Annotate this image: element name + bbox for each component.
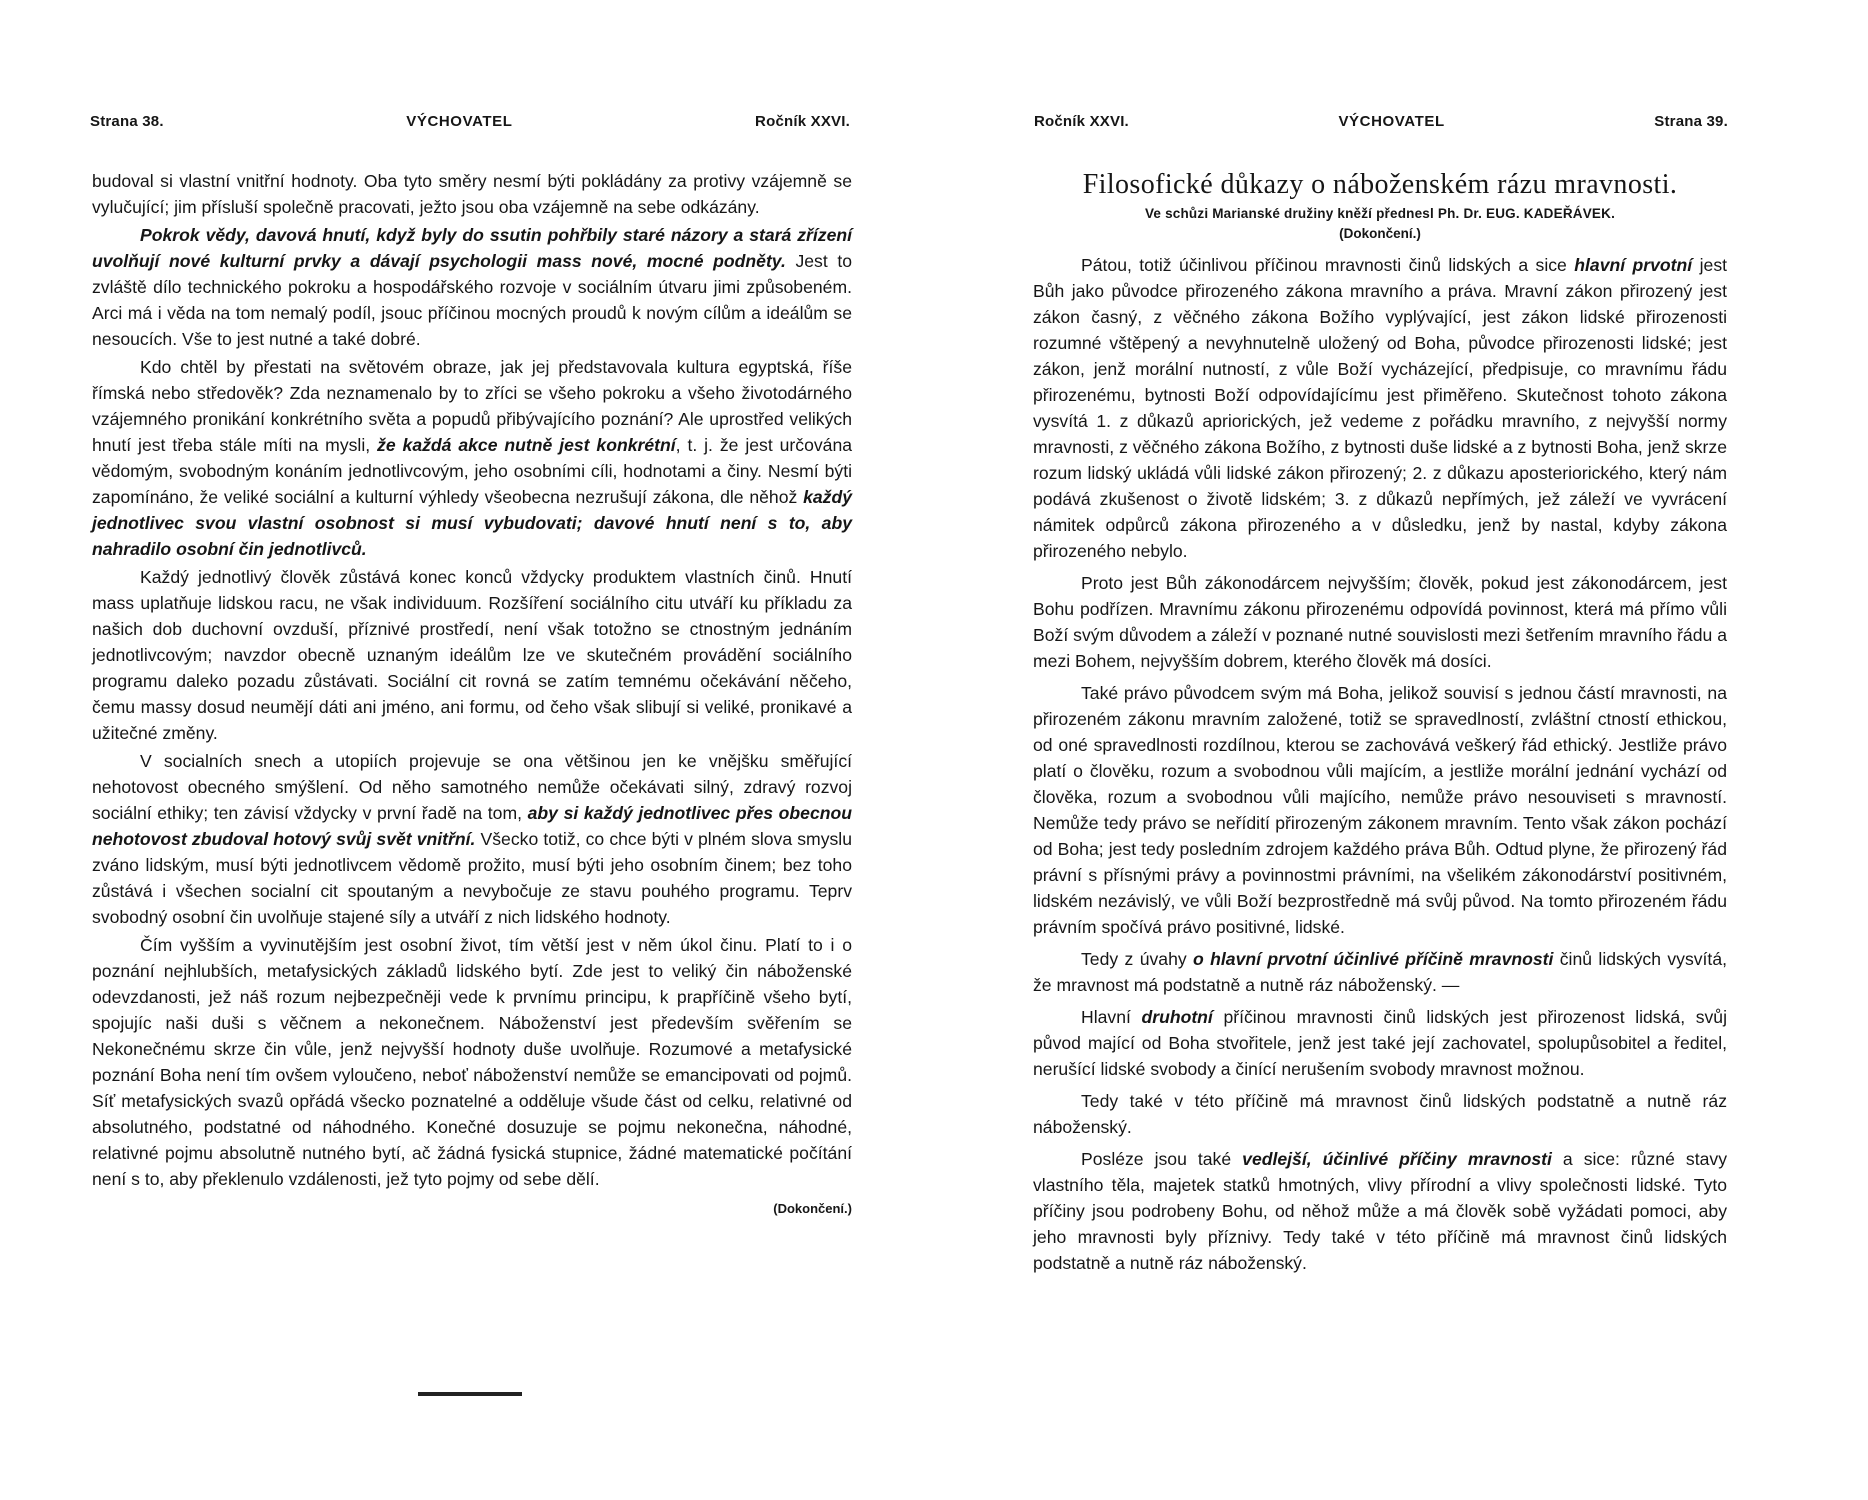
paragraph xyxy=(1033,946,1727,998)
paragraph xyxy=(92,564,852,746)
paragraph xyxy=(1033,1088,1727,1140)
text-run: Čím vyšším a vyvinutějším jest osobní život, tím větší jest v něm úkol činu. Platí to i o poznání nejhlubších, metafysických základů lidského bytí. Zde jest to veliký čin náboženské odevzdanosti, jež náš rozum nejbezpečněji vede k prvnímu principu, k prapříčině všeho bytí, spojujíc naši duši s věčnem a nekonečnem. Náboženství jest především svěřením se Nekonečnému skrze čin vůle, jenž nejvyšší hodnoty duše uvolňuje. Rozumové a metafysické poznání Boha není tím ovšem vyloučeno, neboť náboženství nemůže se emancipovati od pojmů. Síť metafysických svazů opřádá všecko poznatelné a odděluje všude část od celku, relativné od absolutného, podstatné od náhodného. Konečné dosuzuje se pojmu nekonečna, náhodné, relativné pojmu absolutně nutného bytí, ač žádná fysická stupnice, žádné matematické počítání není s to, aby překlenulo vzdálenosti, jež tyto pojmy od sebe dělí. xyxy=(92,935,852,1189)
paragraph xyxy=(92,354,852,562)
end-rule xyxy=(418,1392,522,1396)
paragraph xyxy=(92,932,852,1192)
paragraph xyxy=(1033,570,1727,674)
text-run: Proto jest Bůh zákonodárcem nejvyšším; člověk, pokud jest zákonodárcem, jest Bohu podřízen. Mravnímu zákonu přirozenému odpovídá povinnost, která má přímo vůli Boží svým důvodem a záleží v poznané nutné souvislosti mezi šetřením mravního řádu a mezi Bohem, nejvyšším dobrem, kterého člověk má dosíci. xyxy=(1033,573,1727,671)
volume-label: Ročník XXVI. xyxy=(755,113,850,130)
paragraph xyxy=(1033,252,1727,564)
right-paragraphs xyxy=(1033,252,1727,1276)
text-run: Také právo původcem svým má Boha, jelikož souvisí s jednou částí mravnosti, na přirozeném zákonu mravním založené, totiž se spravedlností, zvláštní ctností ethickou, od oné spravedlnosti rozdílnou, kterou se zachovává veškerý řád ethický. Jestliže právo platí o člověku, rozum a svobodnou vůli majícím, a jestliže morální jednání vychází od člověka, rozum a svobodnou vůli majícího, nemůže právo nesouviseti s mravností. Nemůže tedy právo se neřídití přirozeným zákonem mravním. Tento však zákon pochází od Boha; jest tedy posledním zdrojem každého práva Bůh. Odtud plyne, že přirozený řád právní s přísnými právy a povinnostmi právními, na všelikém zákonodárství positivném, lidském nezávislý, ve vůli Boží bezprostředně má svůj původ. Na tomto přirozeném řádu právním spočívá právo positivné, lidské. xyxy=(1033,683,1727,937)
paragraph xyxy=(92,168,852,220)
emphasis-text: druhotní xyxy=(1141,1007,1213,1027)
text-run: V socialních snech a utopiích projevuje se ona většinou jen ke vnějšku směřující nehotovost obecného smýšlení. Od něho samotného nemůže očekávati silný, zdravý rozvoj sociální ethiky; ten závisí vždycky v první řadě na tom, xyxy=(92,751,852,823)
right-page-body xyxy=(1033,168,1727,1276)
emphasis-text: aby si každý jednotlivec přes obecnou nehotovost zbudoval hotový svůj svět vnitřní. xyxy=(92,803,852,849)
volume-label: Ročník XXVI. xyxy=(1034,113,1129,130)
emphasis-text: o hlavní prvotní účinlivé příčině mravnosti xyxy=(1193,949,1554,969)
paragraph xyxy=(92,222,852,352)
continuation-note: (Dokončení.) xyxy=(1339,226,1421,241)
text-run: Hlavní xyxy=(1081,1007,1142,1027)
paragraph xyxy=(1033,1146,1727,1276)
emphasis-text: Pokrok vědy, davová hnutí, když byly do ssutin pohřbily staré názory a stará zřízení uvolňují nové kulturní prvky a dávají psychologii mass nové, mocné podněty. xyxy=(92,225,852,271)
journal-title: VÝCHOVATEL xyxy=(406,113,513,130)
text-run: příčinou mravnosti činů lidských jest přirozenost lidská, svůj původ mající od Boha stvořitele, jenž jest také její zachovatel, spolupůsobitel a ředitel, nerušící lidské svobody a činící nerušením svobody mravnost možnou. xyxy=(1033,1007,1727,1079)
text-run: činů lidských vysvítá, že mravnost má podstatně a nutně ráz náboženský. — xyxy=(1033,949,1727,995)
text-run: budoval si vlastní vnitřní hodnoty. Oba tyto směry nesmí býti pokládány za protivy vzájemně se vylučující; jim přísluší společně pracovati, ježto jsou oba vzájemně na sebe odkázány. xyxy=(92,171,852,217)
continuation-note: (Dokončení.) xyxy=(773,1201,852,1216)
text-run: Jest to zvláště dílo technického pokroku a hospodářského rozvoje v sociálním útvaru jimi způsobeném. Arci má i věda na tom nemalý podíl, jsouc příčinou mocných proudů k novým cílům a ideálům se nesoucích. Vše to jest nutné a také dobré. xyxy=(92,251,852,349)
left-page-body xyxy=(92,168,852,1222)
emphasis-text: že každá akce nutně jest konkrétní xyxy=(377,435,676,455)
paragraph xyxy=(1033,680,1727,940)
text-run: Tedy také v této příčině má mravnost činů lidských podstatně a nutně ráz náboženský. xyxy=(1033,1091,1727,1137)
right-page-header xyxy=(1034,113,1728,137)
journal-title: VÝCHOVATEL xyxy=(1338,113,1445,130)
paragraph xyxy=(92,748,852,930)
text-run: Kdo chtěl by přestati na světovém obraze, jak jej představovala kultura egyptská, říše římská nebo středověk? Zda neznamenalo by to zříci se všeho pokroku a všeho životodárného vzájemného pronikání konkrétního světa a popudů přibývajícího poznání? Ale uprostřed velikých hnutí jest třeba stále míti na mysli, xyxy=(92,357,852,455)
text-run: Posléze jsou také xyxy=(1081,1149,1243,1169)
page-number: Strana 38. xyxy=(90,113,164,130)
text-run: Tedy z úvahy xyxy=(1081,949,1194,969)
text-run: a sice: různé stavy vlastního těla, majetek statků hmotných, vlivy přírodní a vlivy společnosti lidské. Tyto příčiny jsou podrobeny Bohu, od něhož může a má člověk sobě vyžádati pomoci, aby jeho mravnosti byly příznivy. Tedy také v této příčině má mravnost činů lidských podstatně a nutně ráz náboženský. xyxy=(1033,1149,1727,1273)
paragraph xyxy=(1033,1004,1727,1082)
text-run: Všecko totiž, co chce býti v plném slova smyslu zváno lidským, musí býti jednotlivcem vědomě prožito, musí býti jeho osobním činem; bez toho zůstává i všechen socialní cit spoutaným a nevybočuje ze stavu pouhého programu. Teprv svobodný osobní čin uvolňuje stajené síly a utváří z nich lidského hodnoty. xyxy=(92,829,852,927)
text-run: Každý jednotlivý člověk zůstává konec konců vždycky produktem vlastních činů. Hnutí mass uplatňuje lidskou racu, ne však individuum. Rozšíření sociálního citu utváří ku příkladu za našich dob duchovní ovzduší, příznivé prostředí, není však totožno se ctnostným jednáním jednotlivcovým; navzdor obecně uznaným ideálům lze ve skutečném provádění sociálního programu daleko pozadu zůstávati. Sociální cit rovná se zatím temnému očekávání něčeho, čemu massy dosud neumějí dáti ani jméno, ani formu, od čeho však slibují si veliké, pronikavé a užitečné změny. xyxy=(92,567,852,743)
right-page xyxy=(934,0,1868,1500)
article-byline: Ve schůzi Marianské družiny kněží přednesl Ph. Dr. EUG. KADEŘÁVEK. xyxy=(1144,206,1616,221)
page-number: Strana 39. xyxy=(1654,113,1728,130)
text-run: Pátou, totiž účinlivou příčinou mravnosti činů lidských a sice xyxy=(1081,255,1575,275)
left-page-header xyxy=(90,113,850,137)
left-paragraphs xyxy=(92,168,852,1192)
text-run: , t. j. že jest určována vědomým, svobodným konáním jednotlivcovým, jeho osobními cíli, hodnotami a činy. Nesmí býti zapomínáno, že veliké sociální a kulturní výhledy všeobecna nezrušují zákona, dle něhož xyxy=(92,435,853,507)
emphasis-text: vedlejší, účinlivé příčiny mravnosti xyxy=(1242,1149,1552,1169)
emphasis-text: každý jednotlivec svou vlastní osobnost si musí vybudovati; davové hnutí není s to, aby nahradilo osobní čin jednotlivců. xyxy=(92,487,852,559)
emphasis-text: hlavní prvotní xyxy=(1574,255,1693,275)
text-run: jest Bůh jako původce přirozeného zákona mravního a práva. Mravní zákon přirozený jest zákon časný, z věčného zákona Božího vyplývající, jest zákon lidské přirozenosti rozumné vštěpený a nevyhnutelně uložený od Boha, původce přirozenosti lidské; jest zákon, jenž morální nutností, z vůle Boží vycházející, předpisuje, co mravnímu řádu přirozenému, bytnosti Boží odpovídajícímu jest přiměřeno. Skutečnost tohoto zákona vysvítá 1. z důkazů apriorických, jež vedeme z pořádku mravního, z nejvyšší normy mravnosti, z věčného zákona Božího, z bytnosti duše lidské a z bytnosti Boha, jenž skrze rozum lidský ukládá vůli lidské zákon přirozený; 2. z důkazu aposteriorického, který nám podává zkušenost o životě lidském; 3. z důkazů nepřímých, jež záleží ve vyvrácení námitek odpůrců zákona přirozeného a v důsledku, jenž by nastal, kdyby zákona přirozeného nebylo. xyxy=(1033,255,1727,561)
article-title: Filosofické důkazy o náboženském rázu mravnosti. xyxy=(1082,169,1678,200)
